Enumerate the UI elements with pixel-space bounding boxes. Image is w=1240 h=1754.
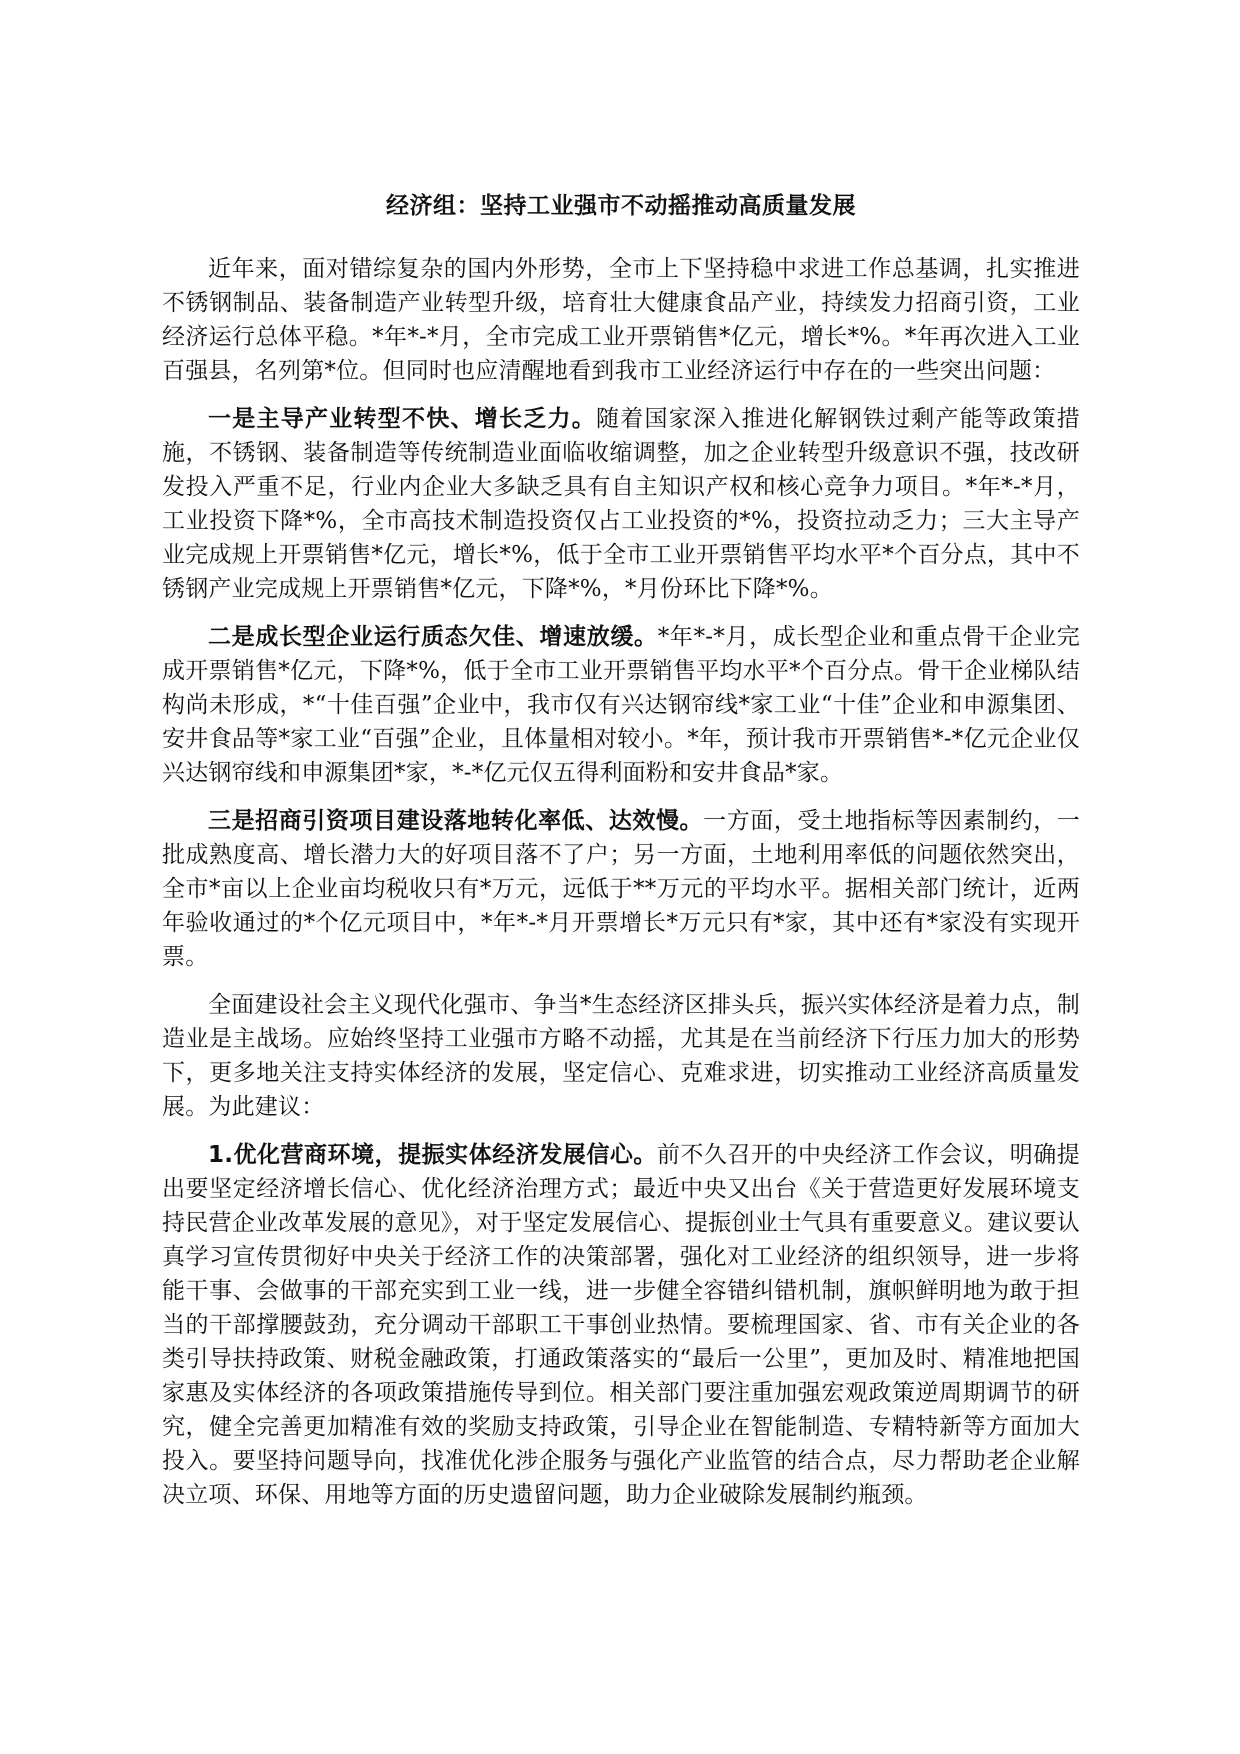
paragraph-problem-1-text: 随着国家深入推进化解钢铁过剩产能等政策措施，不锈钢、装备制造等传统制造业面临收缩调整，加之企业转型升级意识不强，技改研发投入严重不足，行业内企业大多缺乏具有自主知识产权和核心竞争力项目。*年*-*月，工业投资下降*%，全市高技术制造投资仅占工业投资的*%，投资拉动乏力；三大主导产业完成规上开票销售*亿元，增长*%，低于全市工业开票销售平均水平*个百分点，其中不锈钢产业完成规上开票销售*亿元，下降*%，*月份环比下降*%。 — [162, 406, 1081, 602]
paragraph-problem-1-heading: 一是主导产业转型不快、增长乏力。 — [208, 406, 597, 432]
paragraph-transition-text: 全面建设社会主义现代化强市、争当*生态经济区排头兵，振兴实体经济是着力点，制造业是主战场。应始终坚持工业强市方略不动摇，尤其是在当前经济下行压力加大的形势下，更多地关注支持实体经济的发展，坚定信心、克难求进，切实推动工业经济高质量发展。为此建议： — [162, 992, 1080, 1120]
paragraph-suggestion-1 — [162, 1138, 1080, 1512]
paragraph-problem-2-text: *年*-*月，成长型企业和重点骨干企业完成开票销售*亿元，下降*%，低于全市工业开票销售平均水平*个百分点。骨干企业梯队结构尚未形成，*“十佳百强”企业中，我市仅有兴达钢帘线*家工业“十佳”企业和申源集团、安井食品等*家工业“百强”企业，且体量相对较小。*年，预计我市开票销售*-*亿元企业仅兴达钢帘线和申源集团*家，*-*亿元仅五得利面粉和安井食品*家。 — [162, 624, 1080, 786]
paragraph-problem-2-heading: 二是成长型企业运行质态欠佳、增速放缓。 — [208, 624, 658, 650]
document-title: 经济组：坚持工业强市不动摇推动高质量发展 — [386, 193, 856, 219]
paragraph-problem-1 — [162, 402, 1080, 606]
paragraph-intro-text: 近年来，面对错综复杂的国内外形势，全市上下坚持稳中求进工作总基调，扎实推进不锈钢制品、装备制造产业转型升级，培育壮大健康食品产业，持续发力招商引资，工业经济运行总体平稳。*年*-*月，全市完成工业开票销售*亿元，增长*%。*年再次进入工业百强县，名列第*位。但同时也应清醒地看到我市工业经济运行中存在的一些突出问题： — [162, 256, 1080, 384]
paragraph-intro — [162, 252, 1080, 388]
paragraph-transition — [162, 988, 1080, 1124]
paragraph-problem-3 — [162, 804, 1080, 974]
paragraph-problem-3-heading: 三是招商引资项目建设落地转化率低、达效慢。 — [208, 808, 704, 834]
paragraph-problem-3-text: 一方面，受土地指标等因素制约，一批成熟度高、增长潜力大的好项目落不了户；另一方面，土地利用率低的问题依然突出，全市*亩以上企业亩均税收只有*万元，远低于**万元的平均水平。据相关部门统计，近两年验收通过的*个亿元项目中，*年*-*月开票增长*万元只有*家，其中还有*家没有实现开票。 — [162, 808, 1081, 970]
paragraph-suggestion-1-heading: 1.优化营商环境，提振实体经济发展信心。 — [208, 1142, 657, 1168]
paragraph-problem-2 — [162, 620, 1080, 790]
paragraph-suggestion-1-text: 前不久召开的中央经济工作会议，明确提出要坚定经济增长信心、优化经济治理方式；最近中央又出台《关于营造更好发展环境支持民营企业改革发展的意见》，对于坚定发展信心、提振创业士气具有重要意义。建议要认真学习宣传贯彻好中央关于经济工作的决策部署，强化对工业经济的组织领导，进一步将能干事、会做事的干部充实到工业一线，进一步健全容错纠错机制，旗帜鲜明地为敢于担当的干部撑腰鼓劲，充分调动干部职工干事创业热情。要梳理国家、省、市有关企业的各类引导扶持政策、财税金融政策，打通政策落实的“最后一公里”，更加及时、精准地把国家惠及实体经济的各项政策措施传导到位。相关部门要注重加强宏观政策逆周期调节的研究，健全完善更加精准有效的奖励支持政策，引导企业在智能制造、专精特新等方面加大投入。要坚持问题导向，找准优化涉企服务与强化产业监管的结合点，尽力帮助老企业解决立项、环保、用地等方面的历史遗留问题，助力企业破除发展制约瓶颈。 — [162, 1142, 1080, 1508]
